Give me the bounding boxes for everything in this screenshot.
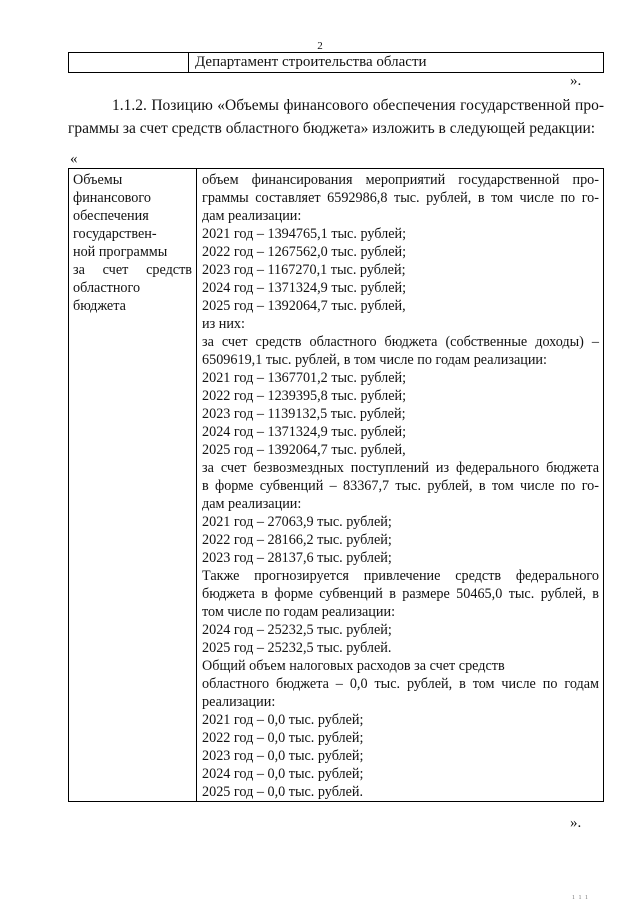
value-line: 2024 год – 1371324,9 тыс. рублей;	[202, 424, 407, 440]
label-line: обеспечения	[73, 208, 149, 224]
amendment-paragraph-line-1: 1.1.2. Позицию «Объемы финансового обеспечения государственной про-	[112, 97, 604, 114]
value-line: Также прогнозируется привлечение средств федерального	[202, 568, 599, 584]
value-line: 6509619,1 тыс. рублей, в том числе по годам реализации:	[202, 352, 547, 368]
value-line: 2021 год – 0,0 тыс. рублей;	[202, 712, 364, 728]
label-line: за счет средств	[73, 262, 192, 278]
value-line: дам реализации:	[202, 208, 302, 224]
closing-quote-top: ».	[570, 73, 582, 89]
value-line: 2024 год – 1371324,9 тыс. рублей;	[202, 280, 407, 296]
closing-quote-bottom: ».	[570, 815, 582, 831]
funding-table-label-cell	[69, 169, 197, 802]
label-line: бюджета	[73, 298, 126, 314]
value-line: бюджета в форме субвенций в размере 50465,0 тыс. рублей, в	[202, 586, 599, 602]
value-line: за счет безвозмездных поступлений из федерального бюджета	[202, 460, 599, 476]
value-line: Общий объем налоговых расходов за счет средств	[202, 658, 505, 674]
value-line: 2023 год – 0,0 тыс. рублей;	[202, 748, 364, 764]
value-line: 2025 год – 1392064,7 тыс. рублей,	[202, 442, 406, 458]
value-line: 2022 год – 1239395,8 тыс. рублей;	[202, 388, 407, 404]
value-line: 2022 год – 28166,2 тыс. рублей;	[202, 532, 392, 548]
label-line: ной программы	[73, 244, 168, 260]
funding-table	[68, 168, 604, 802]
label-line: государствен-	[73, 226, 157, 242]
corner-mark: 1 1 1	[572, 895, 589, 901]
value-line: 2025 год – 25232,5 тыс. рублей.	[202, 640, 392, 656]
label-line: областного	[73, 280, 141, 296]
value-line: том числе по годам реализации:	[202, 604, 396, 620]
header-table-left-cell	[69, 53, 189, 73]
value-line: объем финансирования мероприятий государственной про-	[202, 172, 599, 188]
value-line: дам реализации:	[202, 496, 302, 512]
value-line: 2025 год – 0,0 тыс. рублей.	[202, 784, 364, 800]
value-line: 2022 год – 0,0 тыс. рублей;	[202, 730, 364, 746]
value-line: из них:	[202, 316, 245, 332]
amendment-paragraph	[68, 94, 604, 140]
value-line: в форме субвенций – 83367,7 тыс. рублей, в том числе по го-	[202, 478, 599, 494]
value-line: 2024 год – 25232,5 тыс. рублей;	[202, 622, 392, 638]
value-line: 2024 год – 0,0 тыс. рублей;	[202, 766, 364, 782]
value-line: 2023 год – 1167270,1 тыс. рублей;	[202, 262, 406, 278]
label-line: финансового	[73, 190, 151, 206]
value-line: 2022 год – 1267562,0 тыс. рублей;	[202, 244, 407, 260]
value-line: 2023 год – 28137,6 тыс. рублей;	[202, 550, 392, 566]
value-line: 2023 год – 1139132,5 тыс. рублей;	[202, 406, 406, 422]
label-line: Объемы	[73, 172, 123, 188]
value-line: 2021 год – 1394765,1 тыс. рублей;	[202, 226, 407, 242]
funding-table-row	[69, 169, 604, 802]
value-line: областного бюджета – 0,0 тыс. рублей, в том числе по годам	[202, 676, 599, 692]
opening-quote: «	[70, 151, 78, 167]
value-line: за счет средств областного бюджета (собственные доходы) –	[202, 334, 599, 350]
value-line: 2025 год – 1392064,7 тыс. рублей,	[202, 298, 406, 314]
funding-table-value-cell	[197, 169, 604, 802]
value-line: реализации:	[202, 694, 276, 710]
value-line: 2021 год – 27063,9 тыс. рублей;	[202, 514, 392, 530]
page-number: 2	[317, 40, 323, 52]
header-table-right-cell: Департамент строительства области	[189, 53, 604, 73]
value-line: 2021 год – 1367701,2 тыс. рублей;	[202, 370, 407, 386]
amendment-paragraph-line-2: граммы за счет средств областного бюджета» изложить в следующей редакции:	[68, 120, 596, 137]
header-table	[68, 52, 604, 73]
value-line: граммы составляет 6592986,8 тыс. рублей, в том числе по го-	[202, 190, 599, 206]
